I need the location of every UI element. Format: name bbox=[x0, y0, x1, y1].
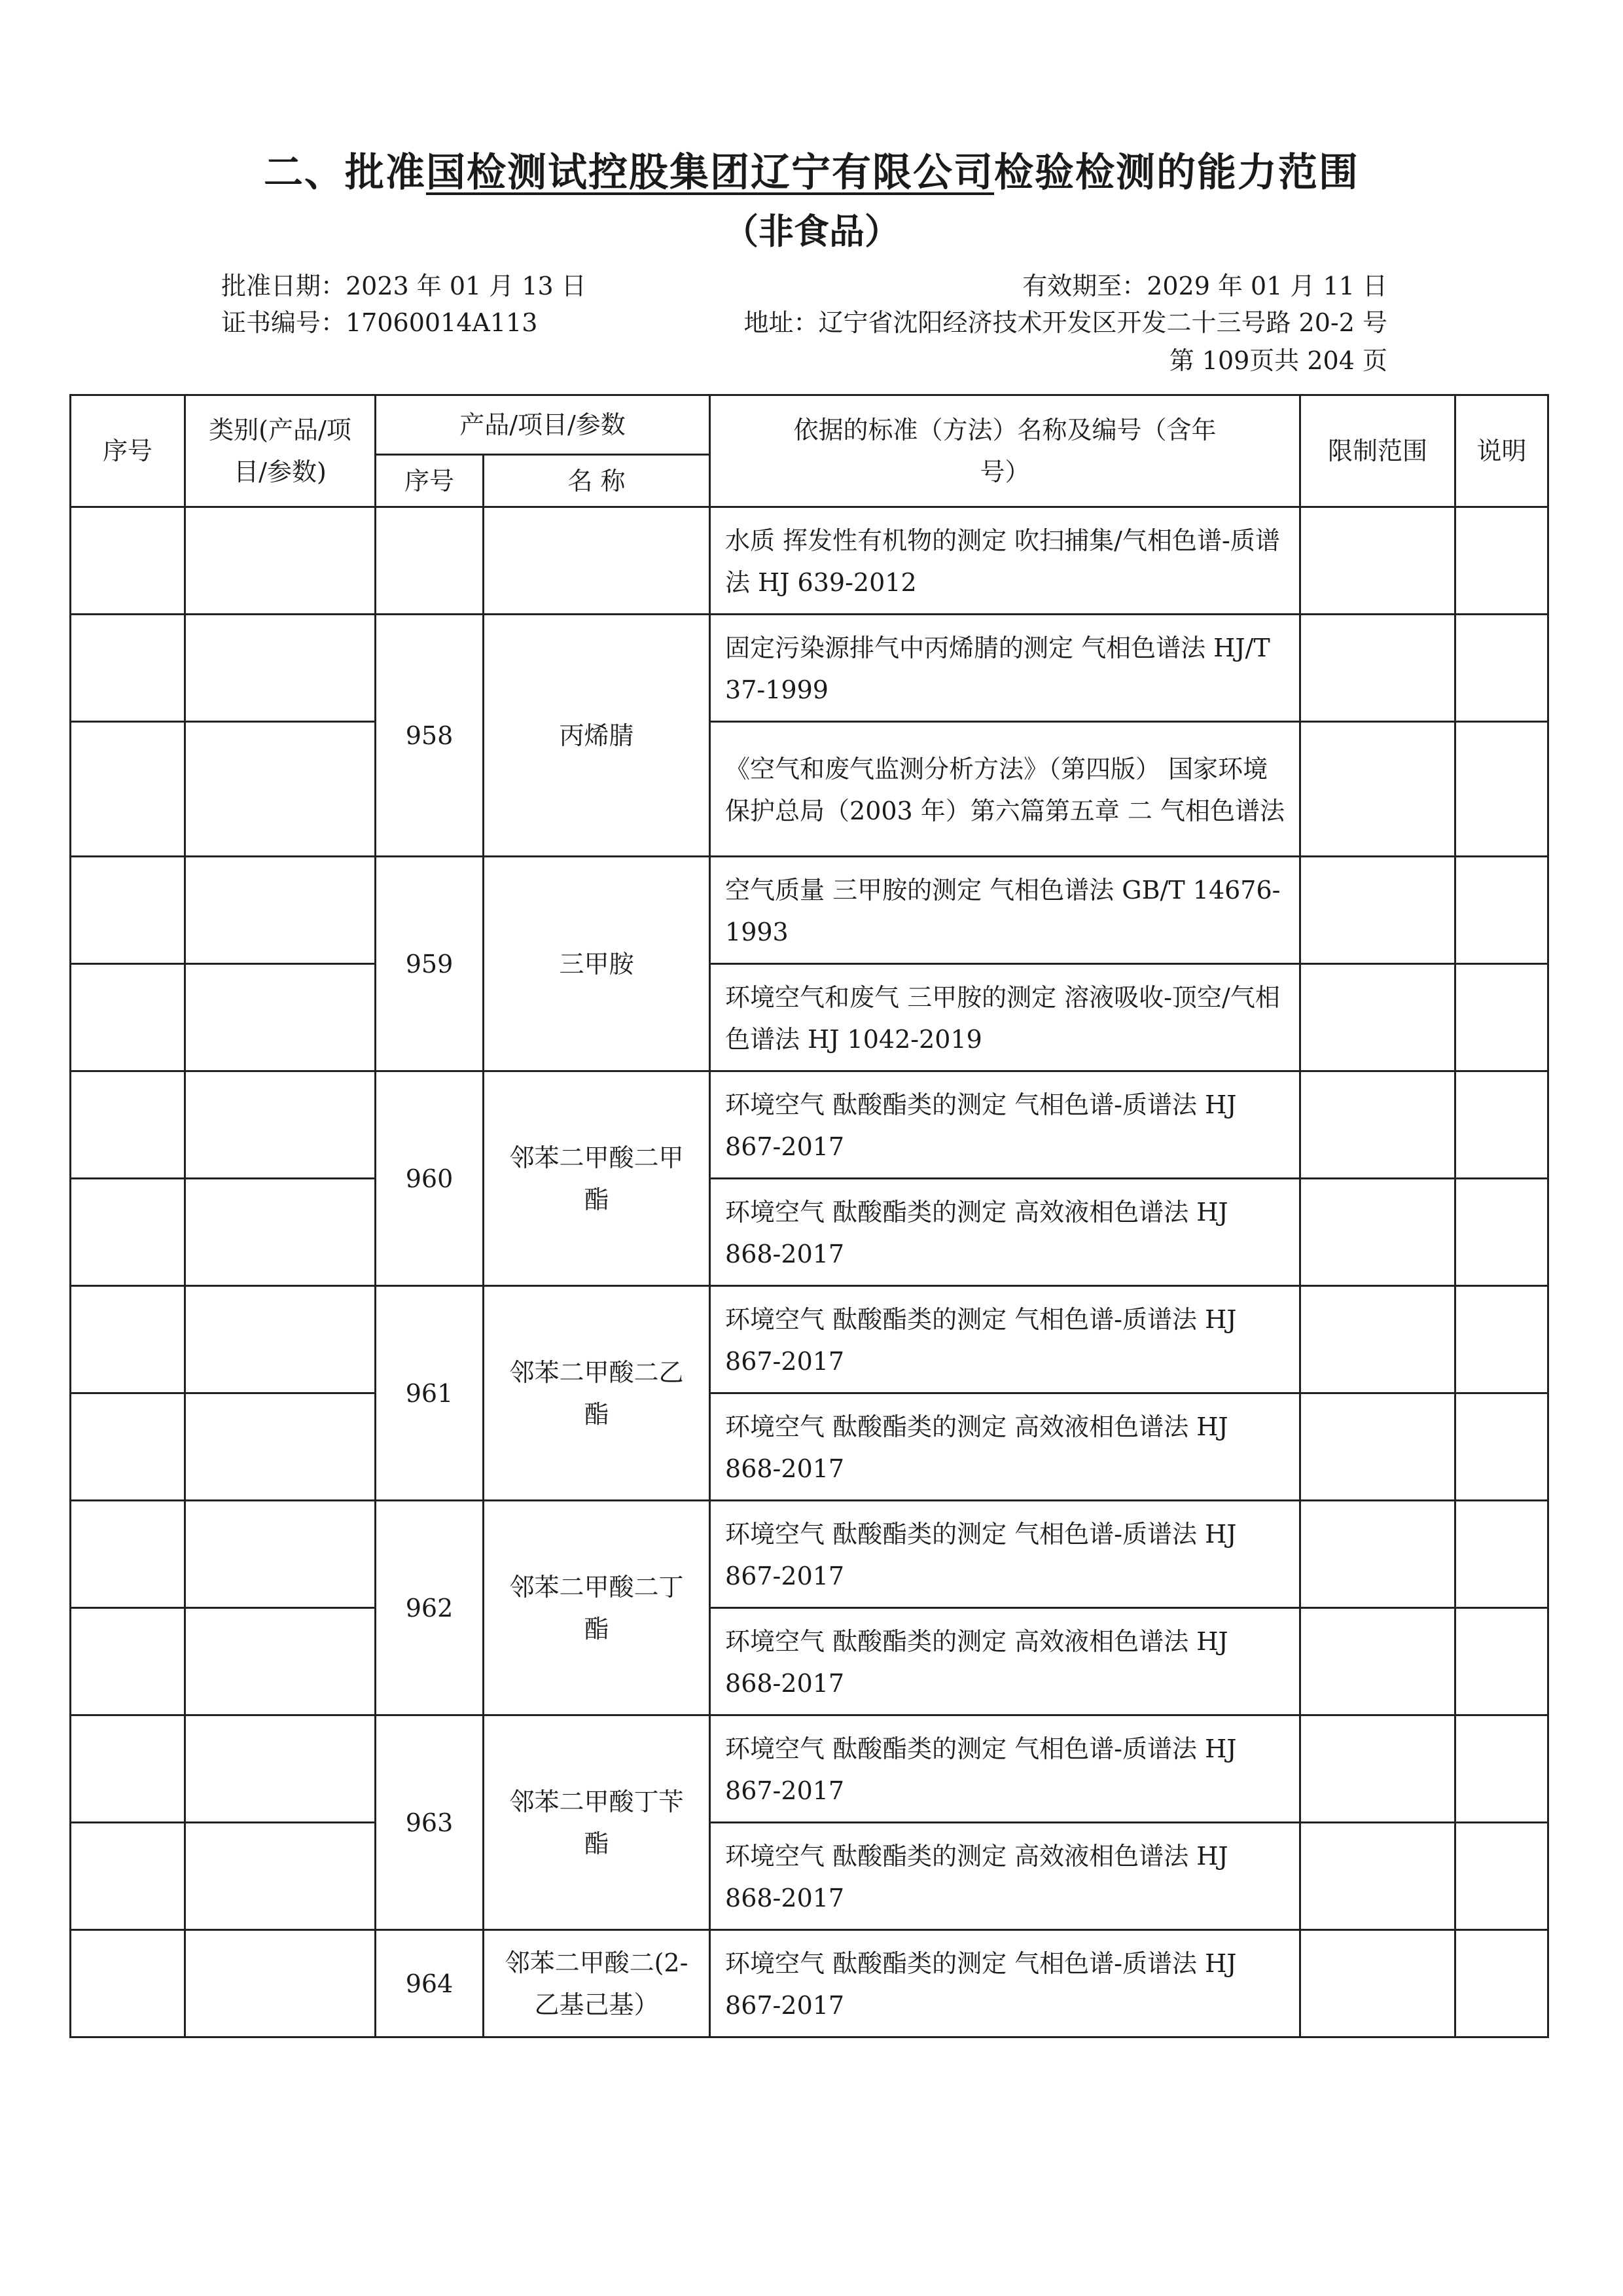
seq-cell bbox=[71, 1715, 185, 1823]
limit-cell bbox=[1300, 615, 1455, 722]
table-row bbox=[71, 1930, 1548, 2037]
product-no-cell: 963 bbox=[376, 1715, 484, 1930]
category-cell bbox=[185, 1715, 376, 1823]
limit-cell bbox=[1300, 1179, 1455, 1286]
remark-cell bbox=[1455, 1930, 1548, 2037]
seq-cell bbox=[71, 1501, 185, 1608]
standard-cell: 环境空气 酞酸酯类的测定 高效液相色谱法 HJ 868-2017 bbox=[710, 1179, 1300, 1286]
seq-cell bbox=[71, 1179, 185, 1286]
header-product-seq: 序号 bbox=[376, 455, 484, 507]
product-no-cell: 964 bbox=[376, 1930, 484, 2037]
limit-cell bbox=[1300, 857, 1455, 964]
product-name-cell: 邻苯二甲酸丁苄酯 bbox=[484, 1715, 710, 1930]
category-cell bbox=[185, 507, 376, 615]
seq-cell bbox=[71, 964, 185, 1071]
remark-cell bbox=[1455, 1608, 1548, 1715]
table-row bbox=[71, 1393, 1548, 1501]
seq-cell bbox=[71, 1071, 185, 1179]
standard-cell: 水质 挥发性有机物的测定 吹扫捕集/气相色谱-质谱法 HJ 639-2012 bbox=[710, 507, 1300, 615]
approval-date: 批准日期：2023 年 01 月 13 日 bbox=[221, 272, 586, 300]
standard-cell: 固定污染源排气中丙烯腈的测定 气相色谱法 HJ/T 37-1999 bbox=[710, 615, 1300, 722]
remark-cell bbox=[1455, 722, 1548, 857]
seq-cell bbox=[71, 615, 185, 722]
table-row bbox=[71, 1179, 1548, 1286]
category-cell bbox=[185, 722, 376, 857]
category-cell bbox=[185, 1823, 376, 1930]
seq-cell bbox=[71, 1286, 185, 1393]
remark-cell bbox=[1455, 964, 1548, 1071]
product-name-cell: 邻苯二甲酸二乙酯 bbox=[484, 1286, 710, 1501]
standard-cell: 环境空气 酞酸酯类的测定 高效液相色谱法 HJ 868-2017 bbox=[710, 1823, 1300, 1930]
category-cell bbox=[185, 1393, 376, 1501]
category-cell bbox=[185, 964, 376, 1071]
seq-cell bbox=[71, 722, 185, 857]
standard-cell: 环境空气 酞酸酯类的测定 高效液相色谱法 HJ 868-2017 bbox=[710, 1393, 1300, 1501]
product-no-cell: 962 bbox=[376, 1501, 484, 1715]
product-no-cell: 960 bbox=[376, 1071, 484, 1286]
category-cell bbox=[185, 1071, 376, 1179]
product-name-cell: 邻苯二甲酸二丁酯 bbox=[484, 1501, 710, 1715]
capability-table bbox=[69, 394, 1549, 2038]
product-name-cell: 丙烯腈 bbox=[484, 615, 710, 857]
remark-cell bbox=[1455, 1393, 1548, 1501]
limit-cell bbox=[1300, 1608, 1455, 1715]
category-cell bbox=[185, 857, 376, 964]
certificate-number: 证书编号：17060014A113 bbox=[221, 308, 538, 337]
seq-cell bbox=[71, 1930, 185, 2037]
limit-cell bbox=[1300, 1823, 1455, 1930]
header-category: 类别(产品/项目/参数) bbox=[185, 395, 376, 507]
remark-cell bbox=[1455, 1179, 1548, 1286]
standard-cell: 环境空气和废气 三甲胺的测定 溶液吸收-顶空/气相色谱法 HJ 1042-2019 bbox=[710, 964, 1300, 1071]
remark-cell bbox=[1455, 857, 1548, 964]
header-product-name: 名 称 bbox=[484, 455, 710, 507]
product-name-cell: 三甲胺 bbox=[484, 857, 710, 1071]
limit-cell bbox=[1300, 1286, 1455, 1393]
category-cell bbox=[185, 615, 376, 722]
header-product-group: 产品/项目/参数 bbox=[376, 395, 710, 455]
limit-cell bbox=[1300, 964, 1455, 1071]
header-limit: 限制范围 bbox=[1300, 395, 1455, 507]
seq-cell bbox=[71, 857, 185, 964]
remark-cell bbox=[1455, 1823, 1548, 1930]
category-cell bbox=[185, 1930, 376, 2037]
table-row bbox=[71, 1715, 1548, 1823]
seq-cell bbox=[71, 1608, 185, 1715]
address: 地址：辽宁省沈阳经济技术开发区开发二十三号路 20-2 号 bbox=[743, 308, 1387, 337]
category-cell bbox=[185, 1501, 376, 1608]
header-seq: 序号 bbox=[71, 395, 185, 507]
product-no-cell: 959 bbox=[376, 857, 484, 1071]
limit-cell bbox=[1300, 722, 1455, 857]
standard-cell: 环境空气 酞酸酯类的测定 气相色谱-质谱法 HJ 867-2017 bbox=[710, 1071, 1300, 1179]
category-cell bbox=[185, 1286, 376, 1393]
table-row bbox=[71, 964, 1548, 1071]
product-name-cell: 邻苯二甲酸二甲酯 bbox=[484, 1071, 710, 1286]
table-row bbox=[71, 722, 1548, 857]
standard-cell: 环境空气 酞酸酯类的测定 气相色谱-质谱法 HJ 867-2017 bbox=[710, 1715, 1300, 1823]
page-title bbox=[0, 145, 1623, 200]
product-no-cell: 961 bbox=[376, 1286, 484, 1501]
product-no-cell: 958 bbox=[376, 615, 484, 857]
limit-cell bbox=[1300, 507, 1455, 615]
remark-cell bbox=[1455, 507, 1548, 615]
product-name-cell: 邻苯二甲酸二(2-乙基己基） bbox=[484, 1930, 710, 2037]
standard-cell: 环境空气 酞酸酯类的测定 气相色谱-质谱法 HJ 867-2017 bbox=[710, 1501, 1300, 1608]
category-cell bbox=[185, 1608, 376, 1715]
remark-cell bbox=[1455, 1286, 1548, 1393]
table-row bbox=[71, 507, 1548, 615]
remark-cell bbox=[1455, 1715, 1548, 1823]
seq-cell bbox=[71, 1393, 185, 1501]
standard-cell: 环境空气 酞酸酯类的测定 高效液相色谱法 HJ 868-2017 bbox=[710, 1608, 1300, 1715]
page-info: 第 109页共 204 页 bbox=[1169, 346, 1387, 375]
limit-cell bbox=[1300, 1501, 1455, 1608]
title-suffix: 检验检测的能力范围 bbox=[994, 150, 1359, 196]
table-row bbox=[71, 857, 1548, 964]
table-row bbox=[71, 1071, 1548, 1179]
remark-cell bbox=[1455, 1501, 1548, 1608]
limit-cell bbox=[1300, 1930, 1455, 2037]
seq-cell bbox=[71, 1823, 185, 1930]
valid-until: 有效期至：2029 年 01 月 11 日 bbox=[1022, 272, 1387, 300]
seq-cell bbox=[71, 507, 185, 615]
standard-cell: 空气质量 三甲胺的测定 气相色谱法 GB/T 14676-1993 bbox=[710, 857, 1300, 964]
table-row bbox=[71, 1608, 1548, 1715]
category-cell bbox=[185, 1179, 376, 1286]
header-standard: 依据的标准（方法）名称及编号（含年号） bbox=[710, 395, 1300, 507]
table-row bbox=[71, 1501, 1548, 1608]
header-remark: 说明 bbox=[1455, 395, 1548, 507]
title-prefix: 二、批准 bbox=[264, 150, 426, 196]
remark-cell bbox=[1455, 1071, 1548, 1179]
table-row bbox=[71, 615, 1548, 722]
standard-cell: 环境空气 酞酸酯类的测定 气相色谱-质谱法 HJ 867-2017 bbox=[710, 1286, 1300, 1393]
limit-cell bbox=[1300, 1393, 1455, 1501]
limit-cell bbox=[1300, 1715, 1455, 1823]
table-row bbox=[71, 1823, 1548, 1930]
remark-cell bbox=[1455, 615, 1548, 722]
page-subtitle: （非食品） bbox=[723, 211, 900, 252]
standard-cell: 《空气和废气监测分析方法》（第四版） 国家环境保护总局（2003 年）第六篇第五章 二 气相色谱法 bbox=[710, 722, 1300, 857]
table-row bbox=[71, 1286, 1548, 1393]
standard-cell: 环境空气 酞酸酯类的测定 气相色谱-质谱法 HJ 867-2017 bbox=[710, 1930, 1300, 2037]
product-no-cell bbox=[376, 507, 484, 615]
limit-cell bbox=[1300, 1071, 1455, 1179]
title-organization: 国检测试控股集团辽宁有限公司 bbox=[426, 150, 994, 196]
product-name-cell bbox=[484, 507, 710, 615]
